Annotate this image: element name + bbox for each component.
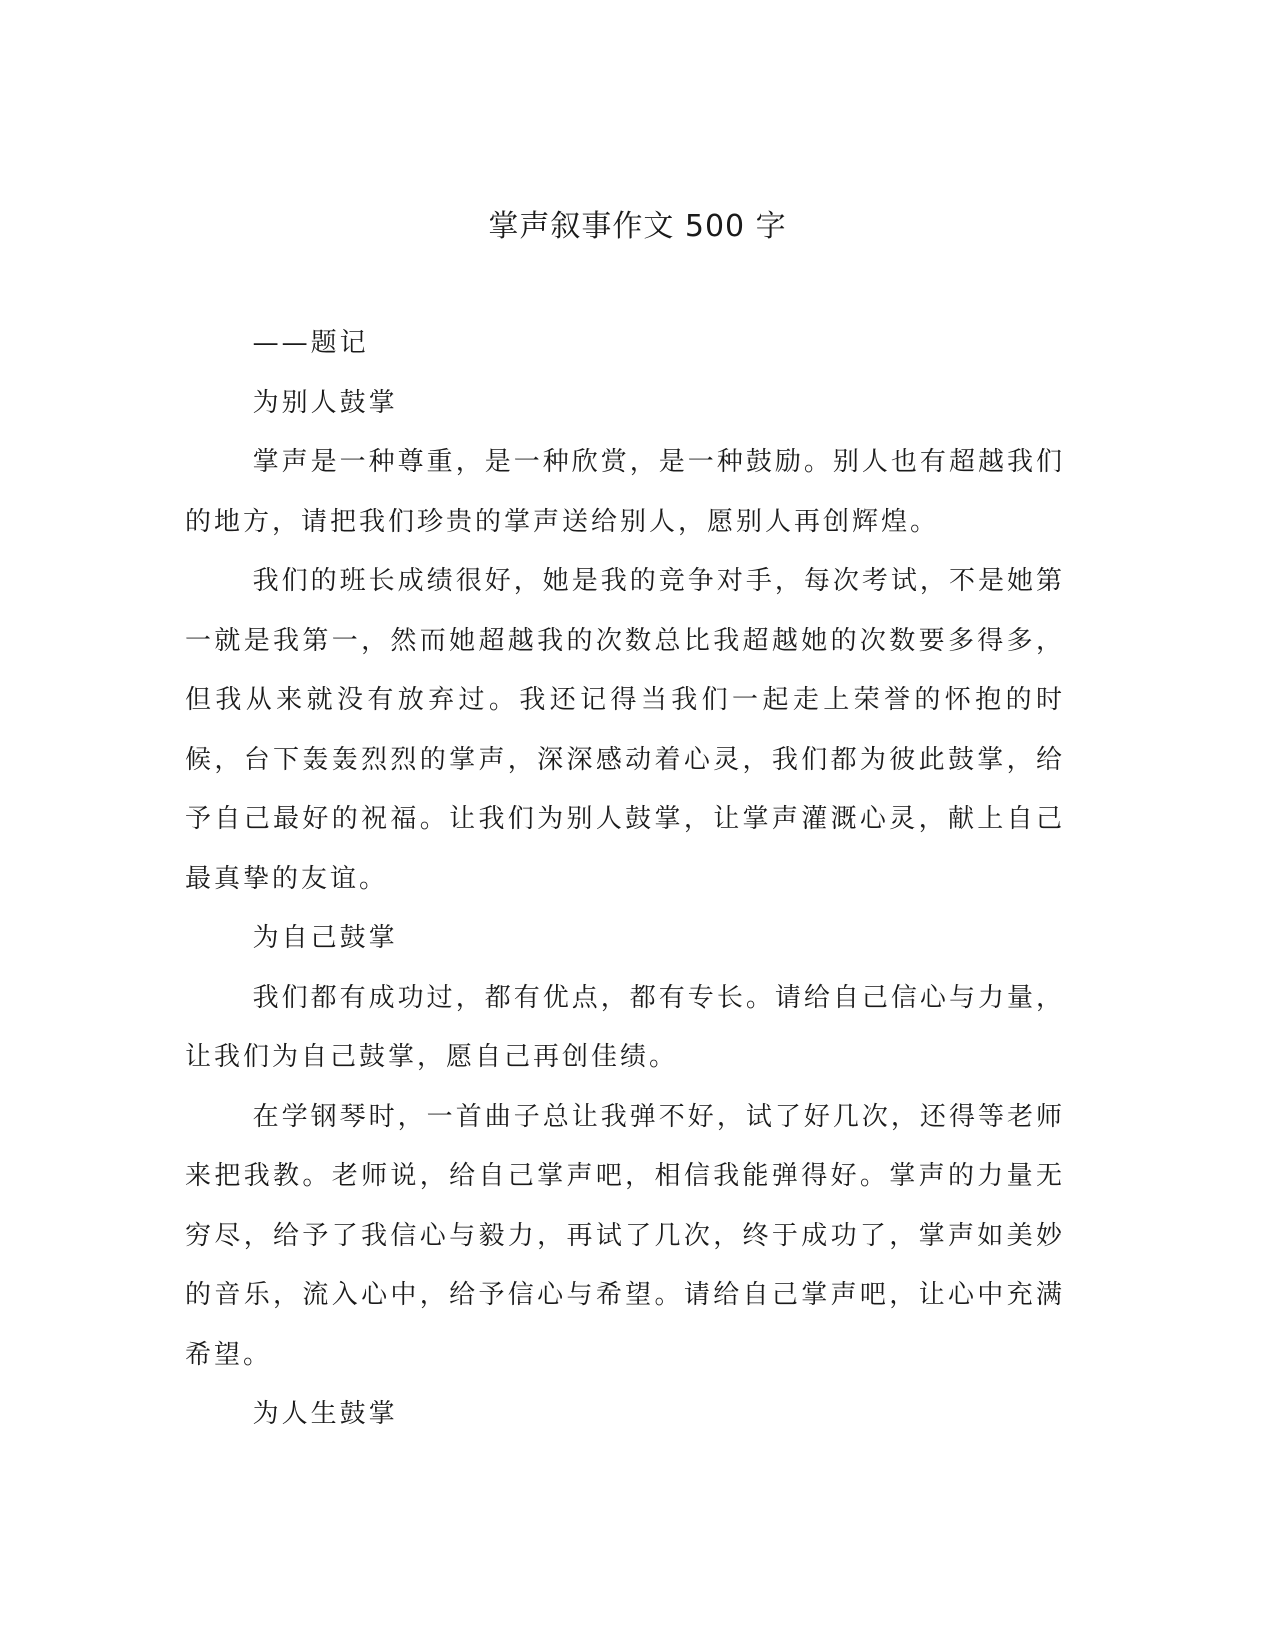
epigraph-attribution: ——题记 — [252, 328, 369, 358]
body-paragraph: 我们都有成功过，都有优点，都有专长。请给自己信心与力量，让我们为自己鼓掌，愿自己再创佳绩。 — [185, 982, 1065, 1072]
body-paragraph: 我们的班长成绩很好，她是我的竞争对手，每次考试，不是她第一就是我第一，然而她超越我的次数总比我超越她的次数要多得多，但我从来就没有放弃过。我还记得当我们一起走上荣誉的怀抱的时候，台下轰轰烈烈的掌声，深深感动着心灵，我们都为彼此鼓掌，给予自己最好的祝福。让我们为别人鼓掌，让掌声灌溉心灵，献上自己最真挚的友谊。 — [185, 566, 1065, 894]
body-paragraph: 掌声是一种尊重，是一种欣赏，是一种鼓励。别人也有超越我们的地方，请把我们珍贵的掌声送给别人，愿别人再创辉煌。 — [185, 447, 1065, 537]
body-paragraph: 在学钢琴时，一首曲子总让我弹不好，试了好几次，还得等老师来把我教。老师说，给自己掌声吧，相信我能弹得好。掌声的力量无穷尽，给予了我信心与毅力，再试了几次，终于成功了，掌声如美妙的音乐，流入心中，给予信心与希望。请给自己掌声吧，让心中充满希望。 — [185, 1101, 1065, 1370]
document-body — [185, 314, 1065, 1445]
document-title: 掌声叙事作文 500 字 — [488, 209, 787, 244]
section-heading: 为别人鼓掌 — [252, 387, 398, 418]
section-heading: 为人生鼓掌 — [252, 1399, 398, 1429]
section-heading: 为自己鼓掌 — [252, 923, 398, 953]
